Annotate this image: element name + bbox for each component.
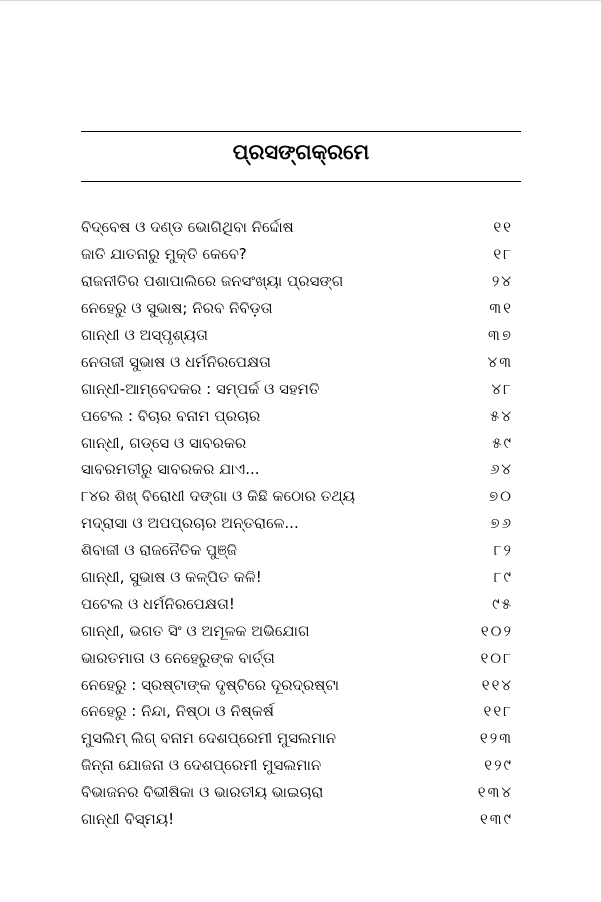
toc-entry-page-number: ୧୦୨ [480, 621, 513, 640]
page-edge-top [0, 0, 602, 1]
toc-entry-title: ପଟେଲ ଓ ଧର୍ମନିରପେକ୍ଷତା! [81, 594, 235, 613]
toc-entry[interactable] [81, 725, 513, 752]
toc-entry-title: ଗାନ୍ଧୀ ଓ ଅସ୍ପୃଶ୍ୟତା [81, 326, 208, 344]
heading-top-rule [81, 131, 521, 132]
toc-entry-page-number: ୮୯ [493, 568, 513, 587]
toc-entry-page-number: ୧୮ [493, 245, 513, 264]
toc-entry-page-number: ୬୪ [489, 460, 513, 479]
toc-entry-title: ଜିନ୍ନା ଯୋଜନା ଓ ଦେଶପ୍ରେମୀ ମୁସଲମାନ [81, 756, 322, 775]
toc-entry-page-number: ୧୧ [493, 218, 513, 237]
toc-entry[interactable] [81, 456, 513, 483]
toc-entry-page-number: ୧୧୮ [483, 702, 513, 721]
toc-entry-title: ବିଦ୍ବେଷ ଓ ଦଣ୍ଡ ଭୋଗିଥିବା ନିର୍ଦ୍ଦୋଷ [81, 218, 294, 237]
toc-entry[interactable] [81, 268, 513, 295]
toc-entry[interactable] [81, 214, 513, 241]
toc-entry-page-number: ୧୦୮ [480, 648, 513, 667]
toc-entry[interactable] [81, 510, 513, 537]
toc-entry-title: ରାଜନୀତିର ପଶାପାଲିରେ ଜନସଂଖ୍ୟା ପ୍ରସଙ୍ଗ [81, 272, 344, 291]
toc-entry[interactable] [81, 295, 513, 322]
toc-entry-title: ମଦ୍ରାସା ଓ ଅପପ୍ରଚାର ଅନ୍ତରାଳେ... [81, 514, 299, 533]
toc-entry-page-number: ୫୪ [490, 406, 513, 425]
toc-entry[interactable] [81, 698, 513, 725]
toc-entry[interactable] [81, 806, 513, 833]
toc-entry-title: ସାବରମତୀରୁ ସାବରକର ଯାଏ... [81, 460, 260, 479]
toc-entry-title: ଗାନ୍ଧୀ ବିସ୍ମୟ! [81, 810, 175, 829]
toc-entry-page-number: ୩୧ [489, 299, 513, 318]
toc-entry-title: ଗାନ୍ଧୀ-ଆମ୍ବେଦକର : ସମ୍ପର୍କ ଓ ସହମତି [81, 379, 320, 398]
toc-entry[interactable] [81, 483, 513, 510]
toc-entry-page-number: ୮୨ [493, 541, 513, 560]
toc-entry-page-number: ୪୮ [491, 379, 513, 398]
toc-entry[interactable] [81, 241, 513, 268]
toc-entry-page-number: ୨୪ [491, 272, 513, 291]
toc-entry[interactable] [81, 375, 513, 402]
toc-entry-title: ନେହେରୁ ଓ ସୁଭାଷ; ନିରବ ନିବିଡ଼ତା [81, 299, 273, 318]
toc-entry-page-number: ୩୭ [488, 326, 513, 344]
toc-entry-page-number: ୧୨୯ [484, 756, 513, 775]
toc-entry-title: ଶିବାଜୀ ଓ ରାଜନୈତିକ ପୁଞ୍ଜି [81, 541, 237, 560]
toc-entry[interactable] [81, 429, 513, 456]
toc-entry[interactable] [81, 779, 513, 806]
toc-entry-title: ନେତାଜୀ ସୁଭାଷ ଓ ଧର୍ମନିରପେକ୍ଷତା [81, 352, 271, 371]
toc-entry-page-number: ୯୫ [492, 594, 513, 613]
toc-entry[interactable] [81, 590, 513, 617]
toc-entry[interactable] [81, 564, 513, 591]
toc-entry-page-number: ୫୯ [492, 433, 513, 452]
toc-entry[interactable] [81, 752, 513, 779]
toc-entry[interactable] [81, 348, 513, 375]
toc-entry-page-number: ୭୬ [490, 514, 513, 533]
toc-entry-page-number: ୪୩ [487, 352, 513, 371]
toc-entry-title: ପଟେଲ : ବିଚାର ବନାମ ପ୍ରଚାର [81, 406, 261, 425]
toc-entry-title: ମୁସଲିମ୍ ଲିଗ୍ ବନାମ ଦେଶପ୍ରେମୀ ମୁସଲମାନ [81, 729, 337, 748]
toc-entry-title: ୮୪ର ଶିଖ୍ ବିରୋଧୀ ଦଙ୍ଗା ଓ କିଛି କଠୋର ତଥ୍ୟ [81, 487, 355, 506]
toc-entry[interactable] [81, 644, 513, 671]
toc-entry[interactable] [81, 402, 513, 429]
toc-entry-title: ଗାନ୍ଧୀ, ଗଡ୍‌ସେ ଓ ସାବରକର [81, 433, 247, 452]
toc-entry-page-number: ୧୧୪ [481, 675, 513, 694]
toc-entry-title: ଭାରତମାତା ଓ ନେହେରୁଙ୍କ ବାର୍ତ୍ତା [81, 648, 275, 667]
toc-entry-title: ଗାନ୍ଧୀ, ଭଗତ ସିଂ ଓ ଅମୂଳକ ଅଭିଯୋଗ [81, 621, 310, 640]
toc-entry-page-number: ୧୩୪ [477, 783, 513, 802]
toc-entry-title: ଜାତି ଯାତନାରୁ ମୁକ୍ତି କେବେ? [81, 245, 247, 264]
toc-entry[interactable] [81, 671, 513, 698]
toc-entry[interactable] [81, 537, 513, 564]
toc-entry-title: ନେହେରୁ : ନିନ୍ଦା, ନିଷ୍ଠା ଓ ନିଷ୍କର୍ଷ [81, 702, 274, 721]
page-title: ପ୍ରସଙ୍ଗକ୍ରମେ [232, 140, 370, 164]
toc-entry-page-number: ୧୩୯ [479, 810, 513, 829]
toc-entry-page-number: ୧୨୩ [479, 729, 513, 748]
toc-entry-title: ବିଭାଜନର ବିଭୀଷିକା ଓ ଭାରତୀୟ ଭାଇଚାରା [81, 783, 324, 802]
toc-entry-page-number: ୭୦ [488, 487, 513, 506]
toc-entry-title: ଗାନ୍ଧୀ, ସୁଭାଷ ଓ କଳ୍ପିତ କଳି! [81, 568, 262, 587]
toc-entry[interactable] [81, 322, 513, 349]
heading-bottom-rule [81, 181, 521, 182]
toc-entry-title: ନେହେରୁ : ସ୍ରଷ୍ଟାଙ୍କ ଦୃଷ୍ଟିରେ ଦୂରଦ୍ରଷ୍ଟା [81, 675, 340, 694]
toc-entry[interactable] [81, 617, 513, 644]
table-of-contents [81, 214, 513, 832]
